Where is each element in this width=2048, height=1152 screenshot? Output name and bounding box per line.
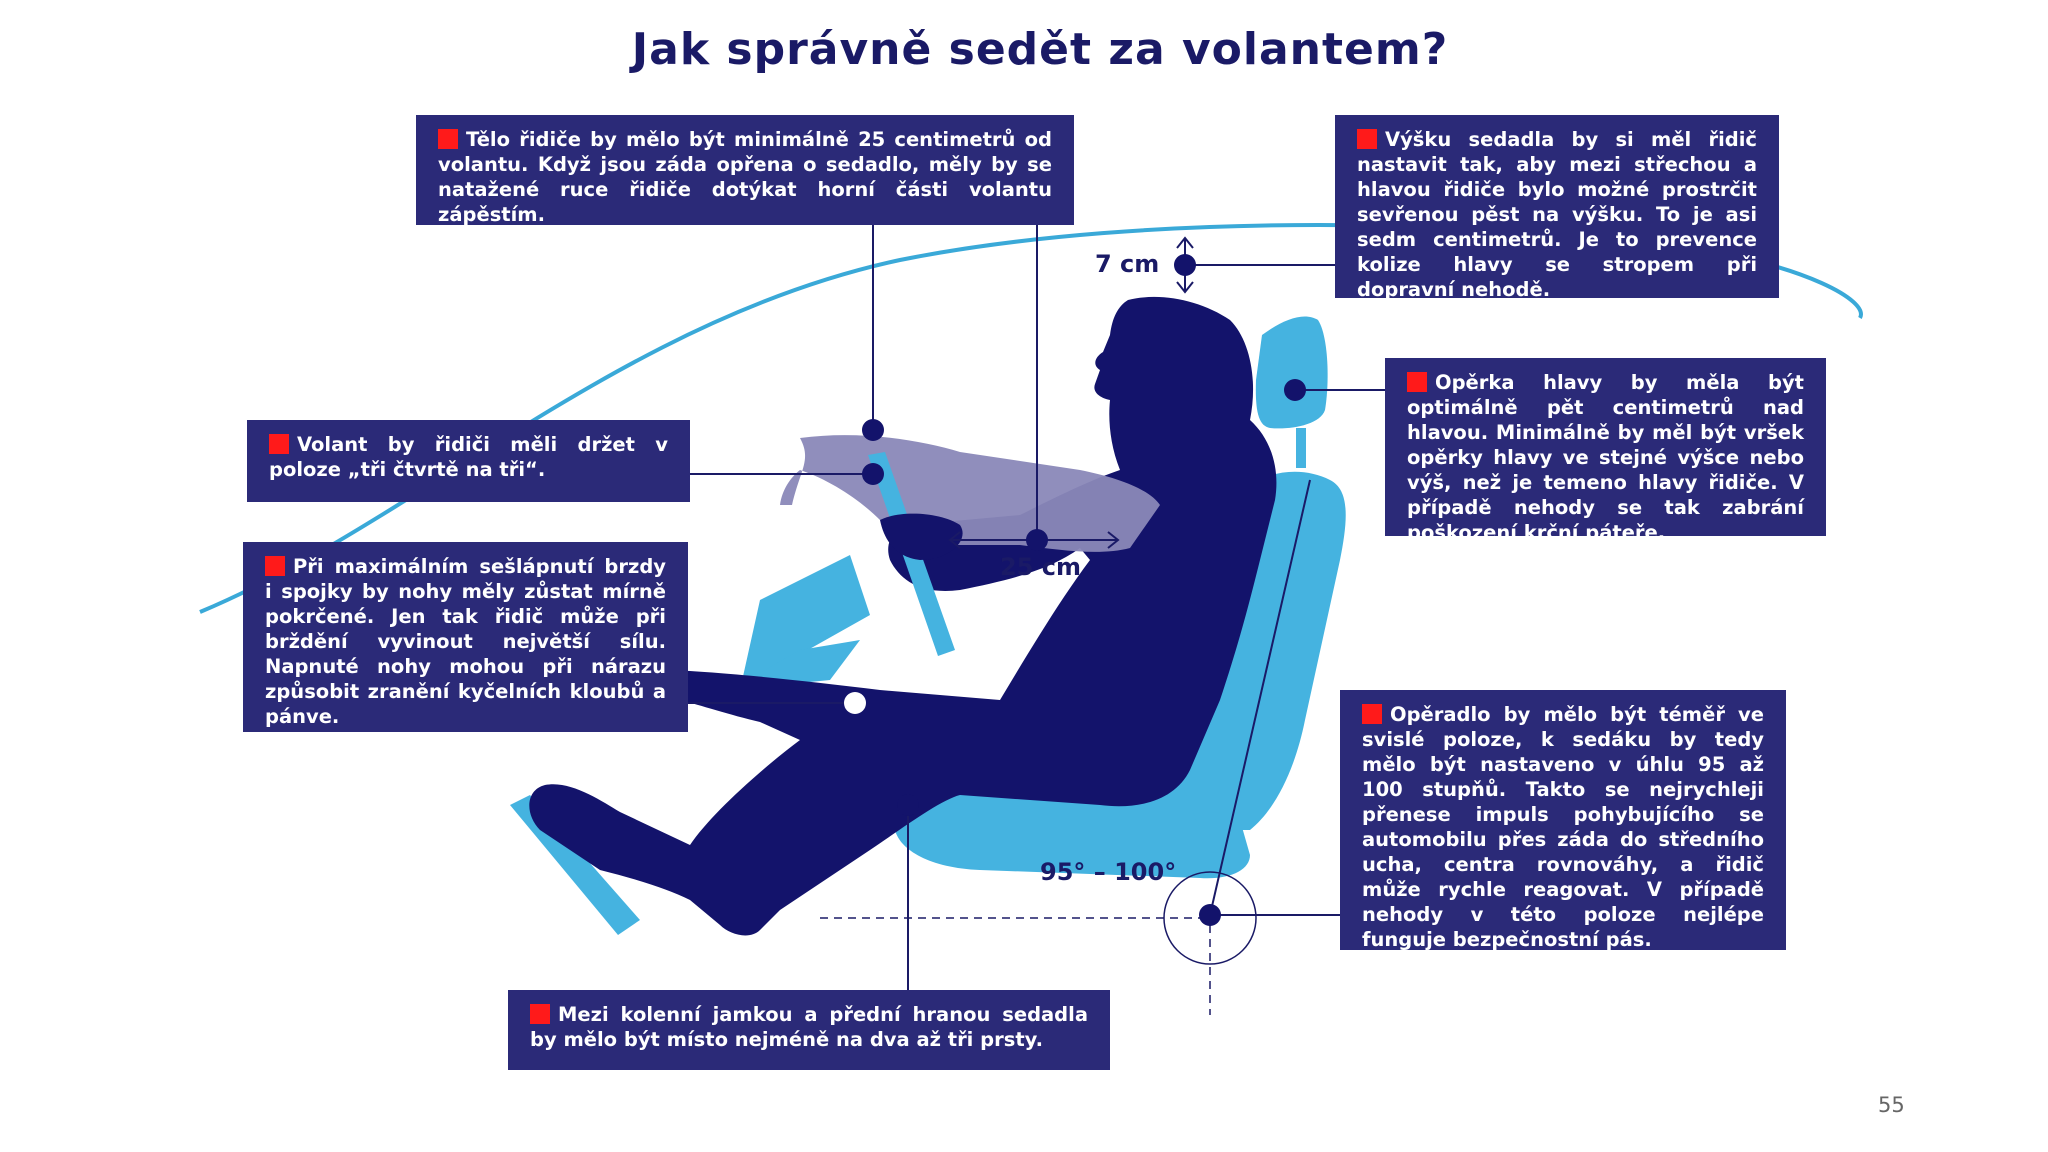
- bullet-square: [265, 556, 285, 576]
- marker-head: [1174, 254, 1196, 276]
- headrest: [1256, 316, 1328, 428]
- note-steering-grip: [247, 420, 690, 502]
- marker-knee-gap: [897, 794, 919, 816]
- marker-knee: [844, 692, 866, 714]
- bullet-square: [530, 1004, 550, 1024]
- bullet-square: [1407, 372, 1427, 392]
- headrest-post: [1296, 428, 1306, 468]
- marker-wheel-grip: [862, 463, 884, 485]
- note-headrest: [1385, 358, 1826, 544]
- marker-chest: [1026, 529, 1048, 551]
- note-backrest: [1340, 690, 1786, 950]
- note-text: Mezi kolenní jamkou a přední hranou sedadla by mělo být místo nejméně na dva až tři prsty.: [530, 1003, 1088, 1051]
- note-text: Při maximálním sešlápnutí brzdy i spojky by nohy měly zůstat mírně pokrčené. Jen tak řidič může při brždění vyvinout největší sílu. Napnuté nohy mohou při nárazu způsobit zranění kyčelních kloubů a pánve.: [265, 555, 666, 728]
- bullet-square: [269, 434, 289, 454]
- note-text: Opěrka hlavy by měla být optimálně pět centimetrů nad hlavou. Minimálně by měl být vršek opěrky hlavy ve stejné výšce nebo výš, než je temeno hlavy řidiče. V případě nehody se tak zabrání poškození krční páteře.: [1407, 371, 1804, 544]
- marker-hip: [1199, 904, 1221, 926]
- driver-arm: [780, 435, 1160, 552]
- bullet-square: [438, 129, 458, 149]
- note-body-distance: [416, 115, 1074, 225]
- backrest-angle-label: 95° – 100°: [1040, 858, 1177, 886]
- note-text: Výšku sedadla by si měl řidič nastavit tak, aby mezi střechou a hlavou řidiče bylo možné prostrčit sevřenou pěst na výšku. To je asi sedm centimetrů. Je to prevence kolize hlavy se stropem při dopravní nehodě.: [1357, 128, 1757, 301]
- page-title: Jak správně sedět za volantem?: [631, 24, 1449, 75]
- note-text: Tělo řidiče by mělo být minimálně 25 centimetrů od volantu. Když jsou záda opřena o sedadlo, měly by se natažené ruce řidiče dotýkat horní části volantu zápěstím.: [438, 128, 1052, 226]
- note-legs: [243, 542, 688, 732]
- bullet-square: [1362, 704, 1382, 724]
- note-seat-height: [1335, 115, 1779, 301]
- note-knee-gap: [508, 990, 1110, 1070]
- arm-distance-label: 25 cm: [1000, 553, 1081, 581]
- page-number: 55: [1878, 1093, 1905, 1117]
- note-text: Opěradlo by mělo být téměř ve svislé poloze, k sedáku by tedy mělo být nastaveno v úhlu 95 až 100 stupňů. Takto se nejrychleji přenese impuls pohybujícího se automobilu přes záda do středního ucha, centra rovnováhy, a řidič může rychle reagovat. V případě nehody v této poloze nejlépe funguje bezpečnostní pás.: [1362, 703, 1764, 951]
- note-text: Volant by řidiči měli držet v poloze „tři čtvrtě na tři“.: [269, 433, 668, 481]
- bullet-square: [1357, 129, 1377, 149]
- head-clearance-label: 7 cm: [1095, 250, 1160, 278]
- marker-wheel-top: [862, 419, 884, 441]
- marker-headrest: [1284, 379, 1306, 401]
